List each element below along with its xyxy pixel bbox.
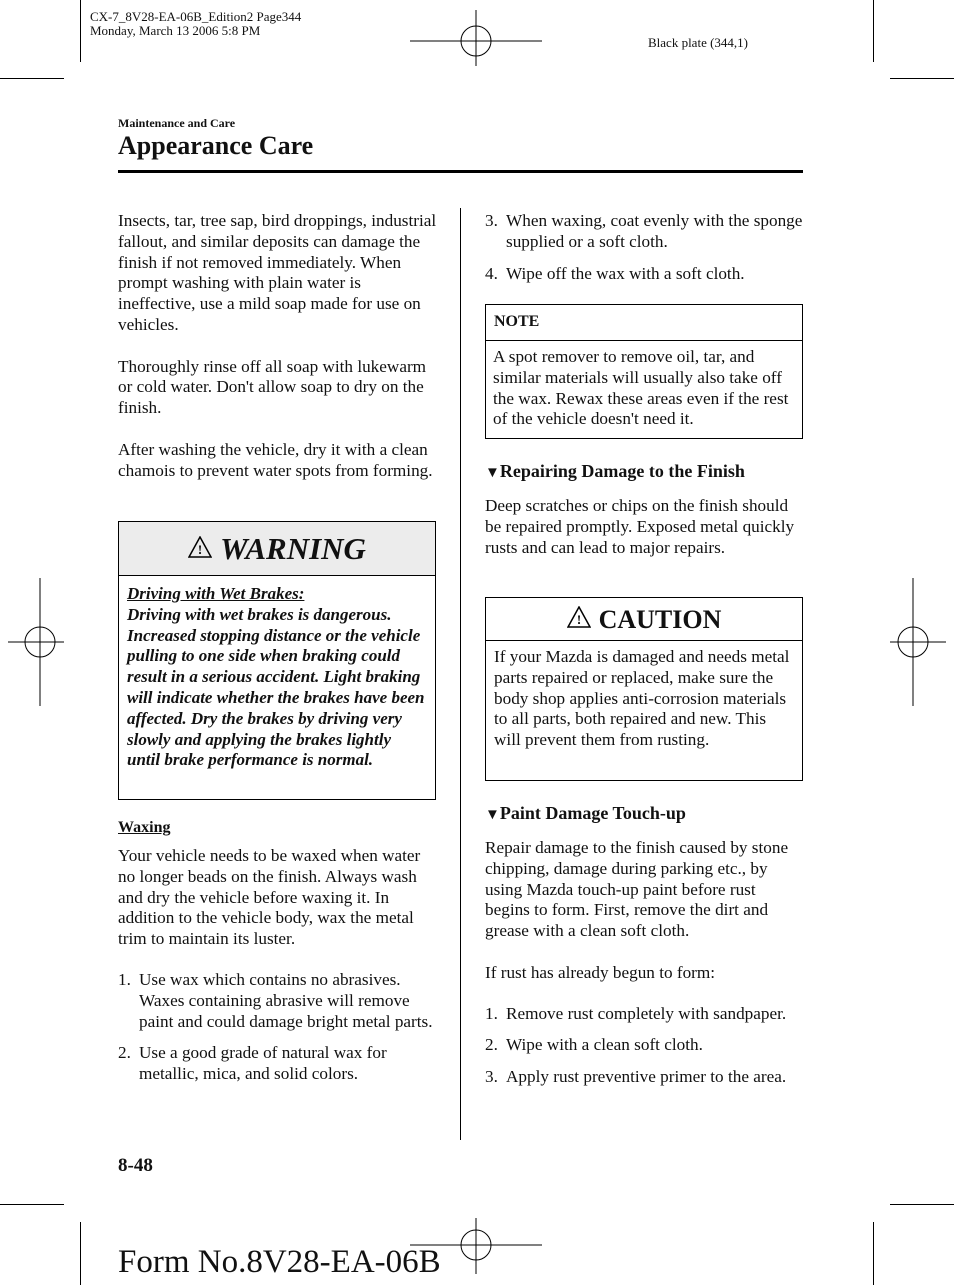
paragraph: Thoroughly rinse off all soap with lukewarm or cold water. Don't allow soap to dry on the finish.	[118, 356, 427, 418]
paragraph: Insects, tar, tree sap, bird droppings, industrial fallout, and similar deposits can damage the finish if not removed immediately. When prompt washing with plain water is ineffective, use a mild soap made for use on vehicles.	[118, 211, 437, 334]
form-number: Form No.8V28-EA-06B	[118, 1244, 441, 1280]
caution-box	[485, 597, 803, 781]
right-top-list	[485, 211, 803, 284]
list-number: 3.	[485, 1067, 498, 1087]
rust-list	[485, 1004, 803, 1088]
list-number: 4.	[485, 263, 498, 283]
list-text: Apply rust preventive primer to the area.	[506, 1067, 787, 1087]
list-item	[485, 211, 803, 253]
waxing-list	[118, 970, 438, 1085]
section-label: Maintenance and Care	[118, 116, 236, 130]
print-header-line2: Monday, March 13 2006 5:8 PM	[90, 23, 261, 38]
crop-mark	[80, 0, 81, 62]
repair-heading: ▼Repairing Damage to the Finish	[485, 461, 745, 481]
note-header	[486, 305, 802, 341]
list-item	[118, 1043, 438, 1085]
warning-text: Driving with wet brakes is dangerous. Increased stopping distance or the vehicle pulling to one side when braking could result in a serious accident. Light braking will indicate whether the brakes have been affected. Dry the brakes by driving very slowly and applying the brakes lightly until brake performance is normal.	[127, 604, 425, 770]
print-header-line1: CX-7_8V28-EA-06B_Edition2 Page344	[90, 9, 302, 24]
list-text: When waxing, coat evenly with the sponge supplied or a soft cloth.	[506, 211, 803, 251]
list-item	[485, 1067, 803, 1088]
caution-label: CAUTION	[598, 605, 722, 634]
warning-subtitle: Driving with Wet Brakes:	[127, 584, 305, 603]
paint-heading: ▼Paint Damage Touch-up	[485, 803, 686, 823]
list-number: 1.	[485, 1003, 498, 1023]
repair-section	[485, 460, 803, 558]
registration-mark-left	[8, 578, 64, 706]
list-item	[485, 1035, 803, 1056]
title-rule	[118, 170, 803, 173]
list-item	[485, 264, 803, 285]
caution-icon	[567, 606, 591, 633]
registration-mark-right	[890, 578, 946, 706]
waxing-heading: Waxing	[118, 819, 171, 836]
warning-header	[119, 522, 435, 576]
list-text: Use wax which contains no abrasives. Waxes containing abrasive will remove paint and could damage bright metal parts.	[139, 969, 433, 1031]
paint-text: Repair damage to the finish caused by stone chipping, damage during parking etc., by using Mazda touch-up paint before rust begins to form. First, remove the dirt and grease with a clean soft cloth.	[485, 838, 789, 941]
waxing-text: Your vehicle needs to be waxed when water no longer beads on the finish. Always wash and dry the vehicle before waxing it. In addition to the vehicle body, wax the metal trim to maintain its luster.	[118, 846, 421, 949]
note-label: NOTE	[494, 313, 540, 330]
crop-mark	[0, 1204, 64, 1205]
list-number: 3.	[485, 211, 498, 230]
list-item	[485, 1004, 803, 1025]
crop-mark	[890, 78, 954, 79]
triangle-down-icon: ▼	[485, 807, 500, 823]
list-text: Use a good grade of natural wax for metallic, mica, and solid colors.	[139, 1043, 387, 1084]
note-box	[485, 304, 803, 439]
list-number: 1.	[118, 969, 131, 989]
crop-mark	[0, 78, 64, 79]
left-column	[118, 211, 438, 481]
list-number: 2.	[485, 1035, 498, 1055]
warning-icon	[188, 536, 212, 563]
page-number: 8-48	[118, 1155, 153, 1176]
triangle-down-icon: ▼	[485, 465, 500, 481]
list-item	[118, 970, 438, 1032]
caution-header	[486, 598, 802, 641]
waxing-section	[118, 818, 438, 1085]
repair-text: Deep scratches or chips on the finish should be repaired promptly. Exposed metal quickly rusts and can lead to major repairs.	[485, 496, 795, 557]
caution-text: If your Mazda is damaged and needs metal parts repaired or replaced, make sure the body shop applies anti-corrosion materials to all parts, both repaired and new. This will prevent them from rusting.	[494, 647, 790, 750]
svg-text:!: !	[197, 541, 203, 557]
page-title: Appearance Care	[118, 131, 314, 160]
crop-mark	[873, 1222, 874, 1285]
paint-section	[485, 802, 803, 1088]
rust-intro: If rust has already begun to form:	[485, 962, 716, 982]
note-text: A spot remover to remove oil, tar, and similar materials will usually also take off the wax. Rewax these areas even if the rest of the vehicle doesn't need it.	[493, 347, 789, 429]
warning-label: WARNING	[220, 531, 366, 566]
crop-mark	[873, 0, 874, 62]
list-number: 2.	[118, 1043, 131, 1063]
plate-label: Black plate (344,1)	[648, 35, 748, 50]
crop-mark	[80, 1222, 81, 1285]
column-divider	[460, 208, 461, 1140]
list-text: Remove rust completely with sandpaper.	[506, 1003, 787, 1023]
crop-mark	[890, 1204, 954, 1205]
registration-mark-top	[410, 10, 542, 66]
svg-text:!: !	[576, 612, 581, 627]
warning-box	[118, 521, 436, 800]
paragraph: After washing the vehicle, dry it with a clean chamois to prevent water spots from forming.	[118, 439, 433, 480]
list-text: Wipe off the wax with a soft cloth.	[506, 263, 745, 283]
list-text: Wipe with a clean soft cloth.	[506, 1035, 703, 1055]
